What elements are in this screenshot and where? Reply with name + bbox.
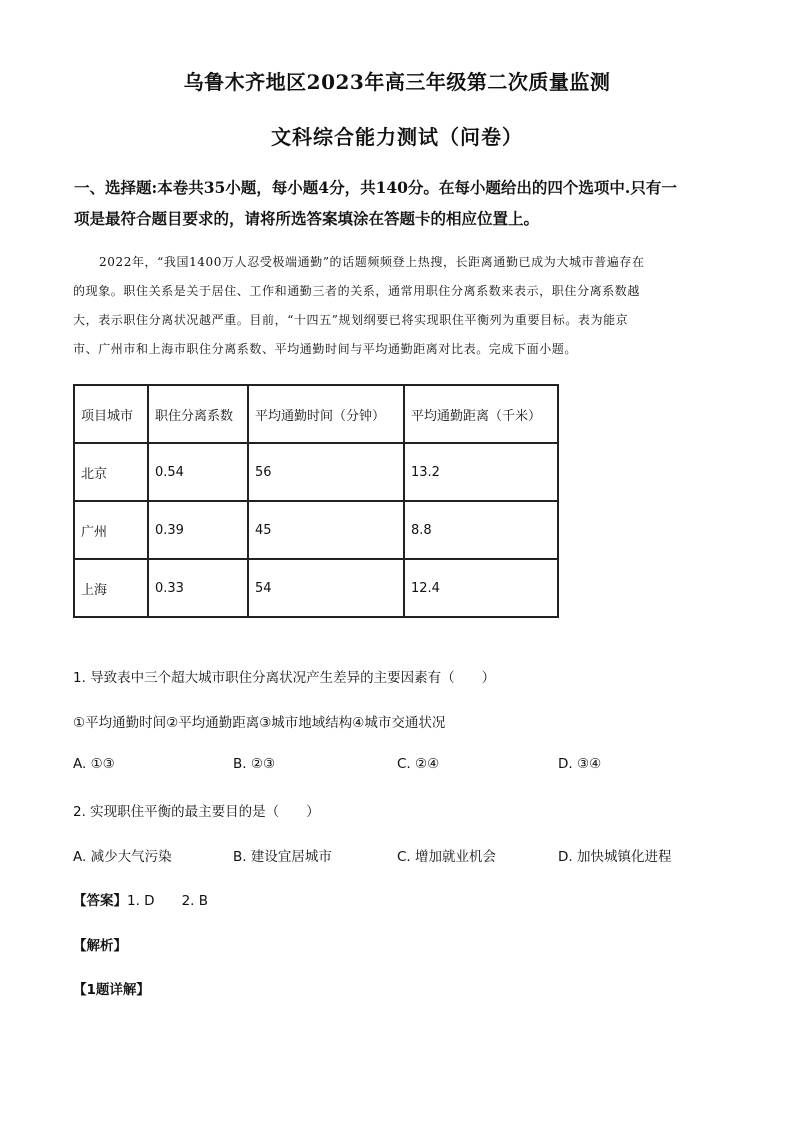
table-cell: 12.4 bbox=[404, 559, 558, 617]
passage-line: 的现象。职住关系是关于居住、工作和通勤三者的关系，通常用职住分离系数来表示，职住分离系数越 bbox=[73, 284, 641, 298]
document-subtitle: 文科综合能力测试（问卷） bbox=[271, 125, 523, 149]
table-header-cell: 平均通勤距离（千米） bbox=[404, 385, 558, 443]
table-cell: 8.8 bbox=[404, 501, 558, 559]
table-header-cell: 职住分离系数 bbox=[148, 385, 248, 443]
question-1-option-a: A. ①③ bbox=[73, 756, 115, 772]
passage-line: 大，表示职住分离状况越严重。目前，“十四五”规划纲要已将实现职住平衡列为重要目标。表为能京 bbox=[73, 313, 629, 327]
table-cell-city: 北京 bbox=[74, 443, 148, 501]
question-1-option-c: C. ②④ bbox=[397, 756, 440, 772]
passage-line: 市、广州市和上海市职住分离系数、平均通勤时间与平均通勤距离对比表。完成下面小题。 bbox=[73, 342, 578, 356]
question-2-option-d: D. 加快城镇化进程 bbox=[558, 849, 672, 865]
table-cell: 56 bbox=[248, 443, 404, 501]
table-cell-city: 广州 bbox=[74, 501, 148, 559]
answer-line bbox=[73, 889, 208, 909]
question-2-option-c: C. 增加就业机会 bbox=[397, 849, 497, 865]
table-cell: 13.2 bbox=[404, 443, 558, 501]
table-cell: 0.54 bbox=[148, 443, 248, 501]
section-heading-line-1: 一、选择题:本卷共35小题，每小题4分，共140分。在每小题给出的四个选项中.只有一 bbox=[74, 178, 677, 197]
table-cell: 0.39 bbox=[148, 501, 248, 559]
question-2-option-b: B. 建设宜居城市 bbox=[233, 849, 332, 865]
question-1-option-d: D. ③④ bbox=[558, 756, 602, 772]
table-cell-city: 上海 bbox=[74, 559, 148, 617]
answer-text: 1. D 2. B bbox=[127, 893, 208, 909]
table-cell: 0.33 bbox=[148, 559, 248, 617]
table-row bbox=[74, 443, 558, 501]
question-2-stem: 2. 实现职住平衡的最主要目的是（ ） bbox=[73, 804, 320, 820]
passage-line: 2022年，“我国1400万人忍受极端通勤”的话题频频登上热搜，长距离通勤已成为大城市普遍存在 bbox=[99, 255, 645, 269]
question-2-option-a: A. 减少大气污染 bbox=[73, 849, 172, 865]
question-1-statements: ①平均通勤时间②平均通勤距离③城市地域结构④城市交通状况 bbox=[73, 715, 446, 731]
table-header-cell: 项目城市 bbox=[74, 385, 148, 443]
table-cell: 54 bbox=[248, 559, 404, 617]
passage bbox=[73, 252, 725, 359]
document-title: 乌鲁木齐地区2023年高三年级第二次质量监测 bbox=[183, 70, 611, 94]
table-row bbox=[74, 559, 558, 617]
commute-comparison-table bbox=[73, 384, 559, 618]
section-heading-line-2: 项是最符合题目要求的，请将所选答案填涂在答题卡的相应位置上。 bbox=[74, 209, 540, 228]
detail-label: 【1题详解】 bbox=[73, 982, 150, 998]
table-header-cell: 平均通勤时间（分钟） bbox=[248, 385, 404, 443]
question-1-option-b: B. ②③ bbox=[233, 756, 276, 772]
table-header-row bbox=[74, 385, 558, 443]
answer-label: 【答案】 bbox=[73, 893, 127, 909]
table-cell: 45 bbox=[248, 501, 404, 559]
table-row bbox=[74, 501, 558, 559]
analysis-label: 【解析】 bbox=[73, 938, 127, 954]
question-1-stem: 1. 导致表中三个超大城市职住分离状况产生差异的主要因素有（ ） bbox=[73, 670, 496, 686]
